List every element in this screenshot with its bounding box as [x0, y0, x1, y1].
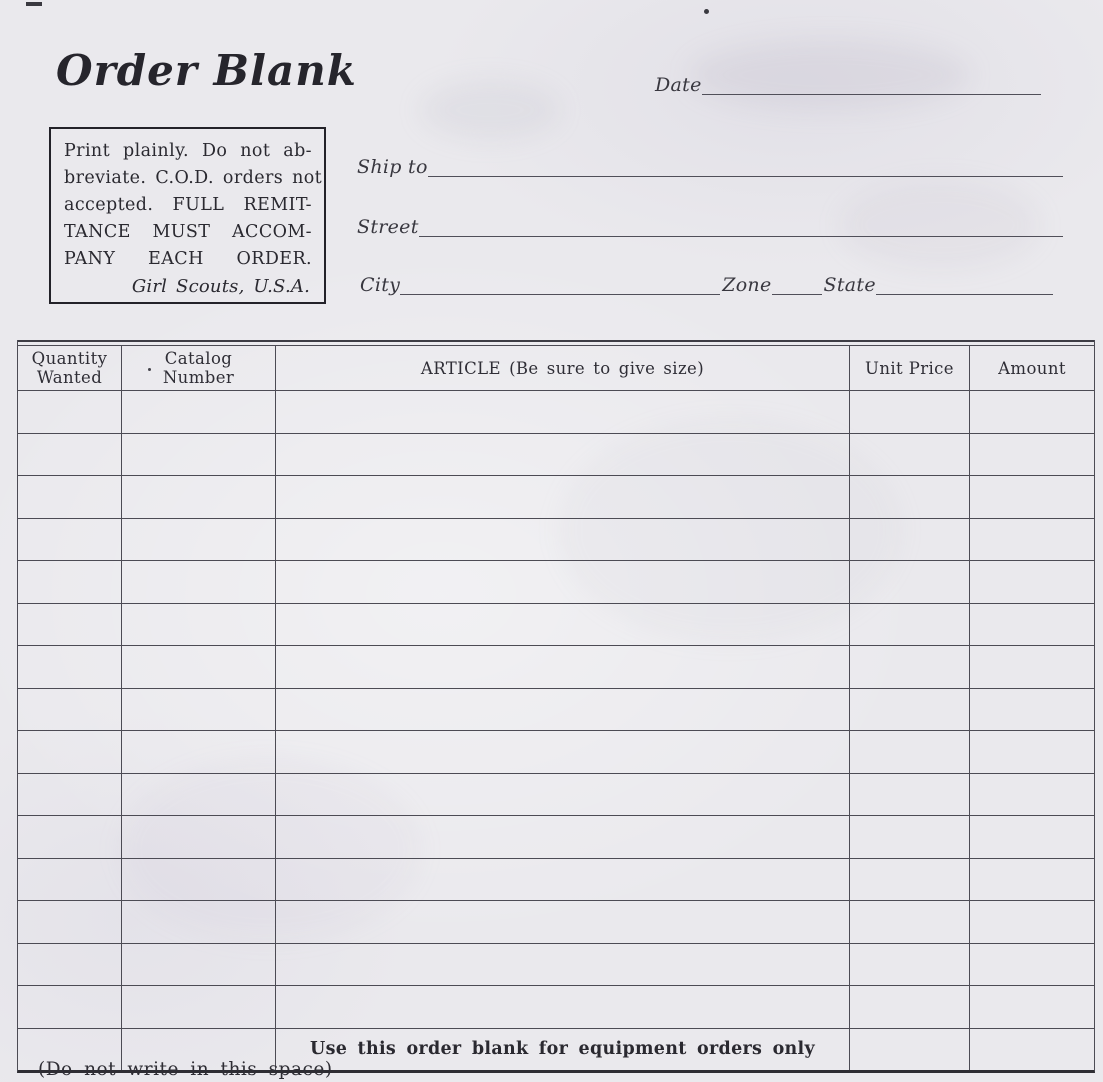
cell-catalog: [122, 901, 276, 943]
city-zone-state-field: [360, 273, 1053, 295]
date-label: Date: [655, 74, 702, 96]
cell-catalog: [122, 519, 276, 561]
ship-to-field: [357, 155, 1063, 177]
paper-smudge: [420, 80, 560, 140]
city-label: City: [360, 274, 401, 296]
header-quantity-wanted: Quantity Wanted: [18, 346, 122, 390]
cell-article: [276, 434, 850, 476]
cell-catalog: [122, 391, 276, 433]
cell-quantity: [18, 689, 122, 731]
cell-quantity: [18, 944, 122, 986]
cell-quantity: [18, 731, 122, 773]
cell-catalog: [122, 859, 276, 901]
cell-amount: [970, 476, 1094, 518]
cell-article: [276, 391, 850, 433]
notice-line: breviate. C.O.D. orders not: [64, 168, 323, 188]
cell-amount: [970, 901, 1094, 943]
cell-unit-price: [850, 731, 970, 773]
zone-label: Zone: [722, 274, 772, 296]
table-row: [18, 561, 1094, 604]
notice-line: Print plainly. Do not ab-: [64, 141, 312, 161]
cell-article: [276, 986, 850, 1028]
cell-amount: [970, 1029, 1094, 1071]
cell-quantity: [18, 434, 122, 476]
table-row: [18, 774, 1094, 817]
cell-article: [276, 561, 850, 603]
cell-catalog: [122, 476, 276, 518]
cell-amount: [970, 561, 1094, 603]
cell-article: [276, 901, 850, 943]
notice-line: PANY EACH ORDER.: [64, 249, 312, 269]
bottom-note: (Do not write in this space): [38, 1059, 333, 1080]
cell-unit-price: [850, 901, 970, 943]
cell-catalog: [122, 604, 276, 646]
cell-unit-price: [850, 689, 970, 731]
table-row: [18, 476, 1094, 519]
cell-amount: [970, 646, 1094, 688]
table-row: [18, 646, 1094, 689]
scan-speck: [26, 2, 42, 6]
cell-quantity: [18, 604, 122, 646]
cell-unit-price: [850, 476, 970, 518]
cell-unit-price: [850, 519, 970, 561]
table-row: [18, 986, 1094, 1029]
cell-catalog: [122, 774, 276, 816]
cell-unit-price: [850, 944, 970, 986]
cell-article: [276, 689, 850, 731]
cell-amount: [970, 434, 1094, 476]
cell-article: [276, 774, 850, 816]
cell-article: [276, 604, 850, 646]
cell-unit-price: [850, 604, 970, 646]
cell-unit-price: [850, 646, 970, 688]
table-row: [18, 901, 1094, 944]
state-label: State: [823, 274, 876, 296]
cell-unit-price: [850, 391, 970, 433]
cell-unit-price: [850, 986, 970, 1028]
table-row: [18, 816, 1094, 859]
street-field: [357, 215, 1063, 237]
cell-article: [276, 859, 850, 901]
cell-amount: [970, 859, 1094, 901]
cell-amount: [970, 689, 1094, 731]
cell-catalog: [122, 561, 276, 603]
cell-article: [276, 816, 850, 858]
cell-article: [276, 519, 850, 561]
state-write-line: [876, 272, 1053, 295]
cell-unit-price: [850, 859, 970, 901]
cell-unit-price: [850, 1029, 970, 1071]
cell-unit-price: [850, 561, 970, 603]
cell-quantity: [18, 816, 122, 858]
table-row: [18, 391, 1094, 434]
cell-article: [276, 731, 850, 773]
table-row: [18, 689, 1094, 732]
cell-amount: [970, 731, 1094, 773]
table-header-row: [18, 346, 1094, 391]
cell-amount: [970, 519, 1094, 561]
cell-unit-price: [850, 816, 970, 858]
table-row: [18, 731, 1094, 774]
cell-quantity: [18, 391, 122, 433]
city-write-line: [400, 272, 720, 295]
date-field: [655, 73, 1041, 95]
notice-signature: Girl Scouts, U.S.A.: [131, 276, 310, 297]
footer-note: Use this order blank for equipment orders only: [276, 1029, 850, 1071]
notice-line: accepted. FULL REMIT-: [64, 195, 312, 215]
cell-amount: [970, 986, 1094, 1028]
cell-unit-price: [850, 774, 970, 816]
cell-amount: [970, 604, 1094, 646]
cell-quantity: [18, 519, 122, 561]
table-row: [18, 859, 1094, 902]
ship-to-write-line: [428, 154, 1063, 177]
cell-amount: [970, 774, 1094, 816]
cell-quantity: [18, 476, 122, 518]
page-title: Order Blank: [56, 46, 357, 95]
street-write-line: [419, 214, 1063, 237]
cell-quantity: [18, 901, 122, 943]
table-row: [18, 604, 1094, 647]
cell-catalog: [122, 646, 276, 688]
cell-catalog: [122, 986, 276, 1028]
cell-catalog: [122, 816, 276, 858]
cell-amount: [970, 816, 1094, 858]
order-table: [17, 340, 1095, 1073]
date-write-line: [702, 72, 1041, 95]
cell-catalog: [122, 731, 276, 773]
scan-dot-artifact: [148, 368, 151, 371]
scan-speck: [704, 9, 709, 14]
cell-quantity: [18, 986, 122, 1028]
cell-catalog: [122, 944, 276, 986]
cell-catalog: [122, 434, 276, 476]
cell-amount: [970, 391, 1094, 433]
header-unit-price: Unit Price: [850, 346, 970, 390]
table-body: [18, 391, 1094, 1029]
cell-unit-price: [850, 434, 970, 476]
ship-to-label: Ship to: [357, 156, 428, 178]
zone-write-line: [772, 272, 822, 295]
table-row: [18, 519, 1094, 562]
cell-article: [276, 944, 850, 986]
header-amount: Amount: [998, 358, 1066, 378]
notice-box: [49, 127, 326, 304]
cell-catalog: [122, 689, 276, 731]
header-article: ARTICLE (Be sure to give size): [276, 346, 850, 390]
table-row: [18, 434, 1094, 477]
street-label: Street: [357, 216, 419, 238]
cell-article: [276, 476, 850, 518]
cell-article: [276, 646, 850, 688]
cell-quantity: [18, 774, 122, 816]
notice-line: TANCE MUST ACCOM-: [64, 222, 312, 242]
cell-quantity: [18, 561, 122, 603]
cell-quantity: [18, 859, 122, 901]
header-catalog-number: Catalog Number: [122, 346, 276, 390]
table-row: [18, 944, 1094, 987]
cell-amount: [970, 944, 1094, 986]
cell-quantity: [18, 646, 122, 688]
